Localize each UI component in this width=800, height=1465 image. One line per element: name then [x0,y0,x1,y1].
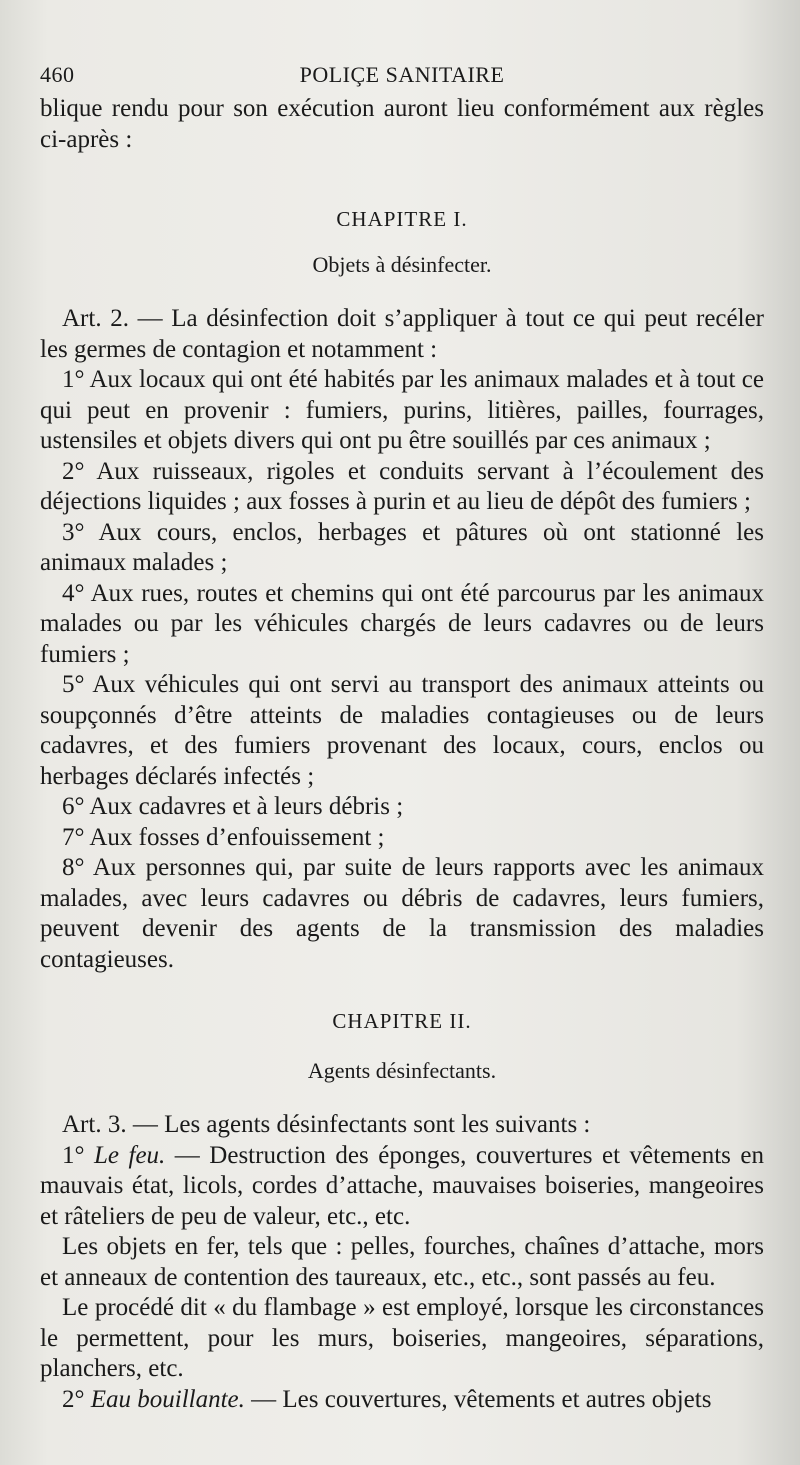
objets-fer-paragraph: Les objets en fer, tels que : pelles, fourches, chaînes d’attache, mors et anneaux de contention des taureaux, etc., etc., sont passés au feu. [40,1233,764,1291]
list-item-6: 6° Aux cadavres et à leurs débris ; [62,793,404,820]
agent-eau-number: 2° [62,1385,85,1413]
list-item-1: 1° Aux locaux qui ont été habités par les animaux malades et à tout ce qui peut en provenir : fumiers, purins, litières, pailles, fourrages, ustensiles et objets divers qui ont pu être souillés par ces animaux ; [40,366,764,454]
article-2: Art. 2. — La désinfection doit s’appliquer à tout ce qui peut recéler les germes de contagion et notamment : [40,305,764,363]
list-item-7: 7° Aux fosses d’enfouissement ; [62,823,385,851]
list-item-2: 2° Aux ruisseaux, rigoles et conduits servant à l’écoulement des déjections liquides ; aux fosses à purin et au lieu de dépôt des fumiers ; [40,457,764,515]
intro-paragraph: blique rendu pour son exécution auront lieu conformément aux règles ci-après : [40,95,764,153]
flambage-paragraph: Le procédé dit « du flambage » est employé, lorsque les circonstances le permettent, pour les murs, boiseries, mangeoires, séparations, planchers, etc. [40,1294,764,1382]
list-item-4: 4° Aux rues, routes et chemins qui ont été parcourus par les animaux malades ou par les véhicules chargés de leurs cadavres ou de leurs fumiers ; [40,579,764,668]
page-number: 460 [40,62,75,87]
chapter-1-subtitle: Objets à désinfecter. [312,252,492,277]
running-title: POLIÇE SANITAIRE [299,62,505,87]
agent-feu-term: Le feu. [94,1141,166,1169]
list-item-8: 8° Aux personnes qui, par suite de leurs rapports avec les animaux malades, avec leurs cadavres ou débris de cadavres, leurs fumiers, peuvent devenir des agents de la transmission des maladies contagieuses. [40,854,764,973]
agent-feu-paragraph [40,1141,764,1233]
list-item-5: 5° Aux véhicules qui ont servi au transport des animaux atteints ou soupçonnés d’être atteints de maladies contagieuses ou de leurs cadavres, et des fumiers provenant des locaux, cours, enclos ou herbages déclarés infectés ; [40,671,764,790]
list-item-3: 3° Aux cours, enclos, herbages et pâtures où ont stationné les animaux malades ; [40,518,764,576]
agent-feu-number: 1° [62,1141,85,1169]
agent-eau-paragraph [40,1385,764,1416]
chapter-2-heading: CHAPITRE II. [332,1009,472,1033]
agent-feu-text: — Destruction des éponges, couvertures et vêtements en mauvais état, licols, cordes d’attache, mauvaises boiseries, mangeoires et râteliers de peu de valeur, etc., etc. [40,1141,765,1230]
agent-eau-term: Eau bouillante. [90,1385,245,1413]
chapter-1-heading: CHAPITRE I. [336,207,468,231]
page-header [40,62,764,94]
article-3: Art. 3. — Les agents désinfectants sont les suivants : [62,1111,591,1138]
chapter-2-subtitle: Agents désinfectants. [307,1058,497,1083]
agent-eau-text: — Les couvertures, vêtements et autres objets [244,1385,712,1413]
